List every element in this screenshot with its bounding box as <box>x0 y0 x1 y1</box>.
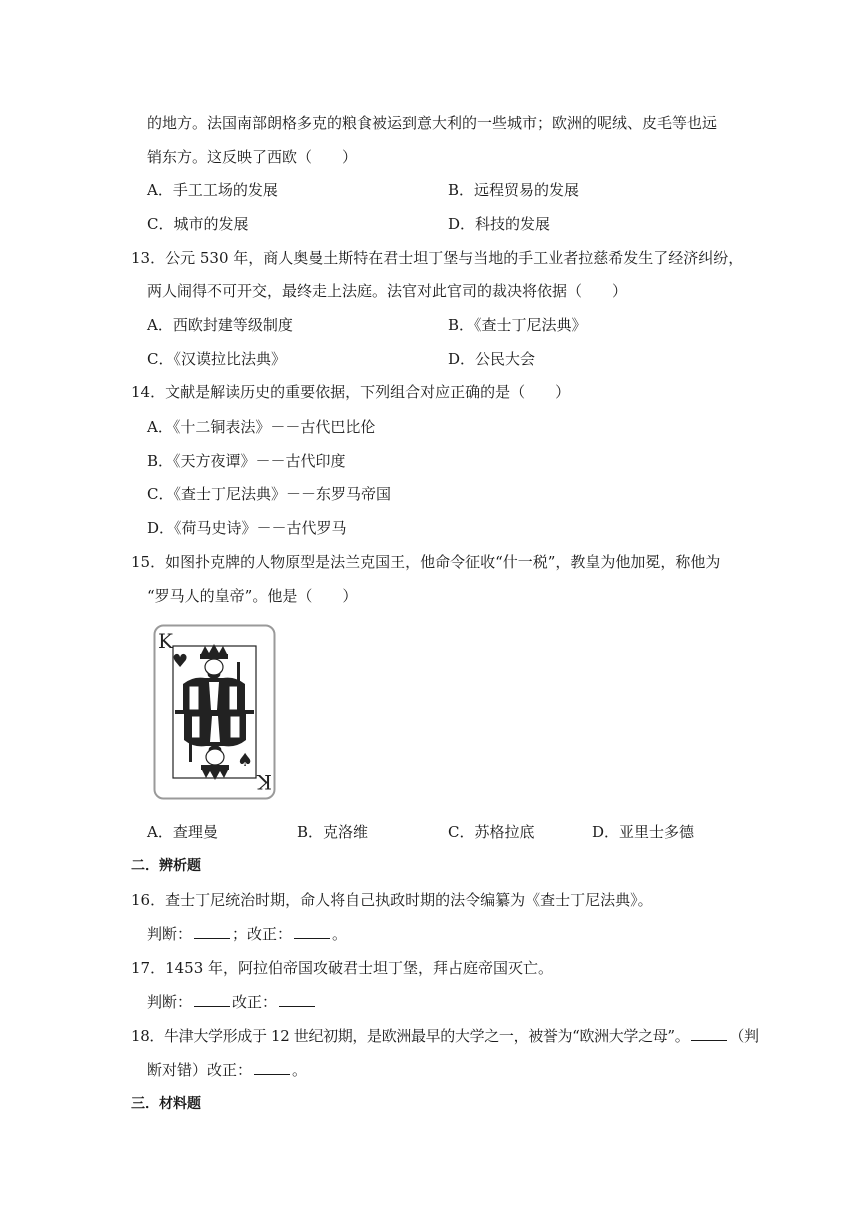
q13-option-b: B．《查士丁尼法典》 <box>448 316 587 334</box>
q14-option-a: A．《十二铜表法》－－古代巴比伦 <box>147 418 376 436</box>
q15-option-d: D．亚里士多德 <box>592 823 695 841</box>
q18-end-punct: 。 <box>292 1061 308 1079</box>
q17-answer-line <box>147 992 317 1012</box>
q17-fix-blank[interactable] <box>279 992 315 1007</box>
q15-option-a: A．查理曼 <box>147 823 218 841</box>
q14-option-b: B．《天方夜谭》－－古代印度 <box>147 452 346 470</box>
q18-stem-line1 <box>131 1026 759 1046</box>
card-rank-bottom: K <box>257 770 272 794</box>
q17-judge-blank[interactable] <box>194 992 230 1007</box>
q14-option-d: D．《荷马史诗》－－古代罗马 <box>147 519 347 537</box>
q16-answer-line <box>147 924 347 944</box>
q14-option-c: C．《查士丁尼法典》－－东罗马帝国 <box>147 485 391 503</box>
q17-judge-label: 判断： <box>147 993 193 1011</box>
heart-suit-icon: ♥ <box>172 651 189 672</box>
section-2-heading: 二．辨析题 <box>131 858 201 874</box>
q18-stem-line2 <box>147 1060 307 1080</box>
q18-judge-blank[interactable] <box>691 1026 727 1041</box>
q17-fix-label: 改正： <box>232 993 278 1011</box>
q16-judge-label: 判断： <box>147 925 193 943</box>
q18-judge-hint: （判 <box>729 1027 759 1045</box>
q12-option-d: D．科技的发展 <box>448 215 551 233</box>
q18-fix-label: 断对错）改正： <box>147 1061 253 1079</box>
q15-option-c: C．苏格拉底 <box>448 823 535 841</box>
q12-stem-line2: 销东方。这反映了西欧（ ） <box>147 148 358 166</box>
q14-stem: 14．文献是解读历史的重要依据，下列组合对应正确的是（ ） <box>131 383 571 401</box>
q16-fix-blank[interactable] <box>294 924 330 939</box>
q13-stem-line1: 13．公元 530 年，商人奥曼土斯特在君士坦丁堡与当地的手工业者拉慈希发生了经济纠纷， <box>131 249 744 267</box>
q17-stem: 17．1453 年，阿拉伯帝国攻破君士坦丁堡，拜占庭帝国灭亡。 <box>131 959 554 977</box>
card-rank-top: K <box>158 629 173 653</box>
q15-stem-line1: 15．如图扑克牌的人物原型是法兰克国王，他命令征收“什一税”，教皇为他加冕，称他为 <box>131 553 721 571</box>
q13-option-a: A．西欧封建等级制度 <box>147 316 293 334</box>
q13-stem-line2: 两人闹得不可开交，最终走上法庭。法官对此官司的裁决将依据（ ） <box>147 282 628 300</box>
q15-stem-line2: “罗马人的皇帝”。他是（ ） <box>147 587 358 605</box>
q16-end-punct: 。 <box>332 925 348 943</box>
q13-option-c: C．《汉谟拉比法典》 <box>147 350 286 368</box>
q12-option-b: B．远程贸易的发展 <box>448 181 580 199</box>
q12-option-a: A．手工工场的发展 <box>147 181 278 199</box>
q12-stem-line1: 的地方。法国南部朗格多克的粮食被运到意大利的一些城市；欧洲的呢绒、皮毛等也远 <box>147 114 718 132</box>
q16-judge-blank[interactable] <box>194 924 230 939</box>
q12-option-c: C．城市的发展 <box>147 215 249 233</box>
q13-option-d: D．公民大会 <box>448 350 536 368</box>
q15-option-b: B．克洛维 <box>297 823 369 841</box>
section-3-heading: 三．材料题 <box>131 1096 201 1112</box>
q16-fix-label: ；改正： <box>232 925 293 943</box>
q18-fix-blank[interactable] <box>254 1060 290 1075</box>
king-playing-card-image <box>153 624 276 800</box>
spade-suit-icon: ♠ <box>237 750 254 771</box>
q18-stem-text: 18．牛津大学形成于 12 世纪初期，是欧洲最早的大学之一，被誉为“欧洲大学之母”。 <box>131 1027 690 1045</box>
q16-stem: 16．查士丁尼统治时期，命人将自己执政时期的法令编纂为《查士丁尼法典》。 <box>131 891 653 909</box>
